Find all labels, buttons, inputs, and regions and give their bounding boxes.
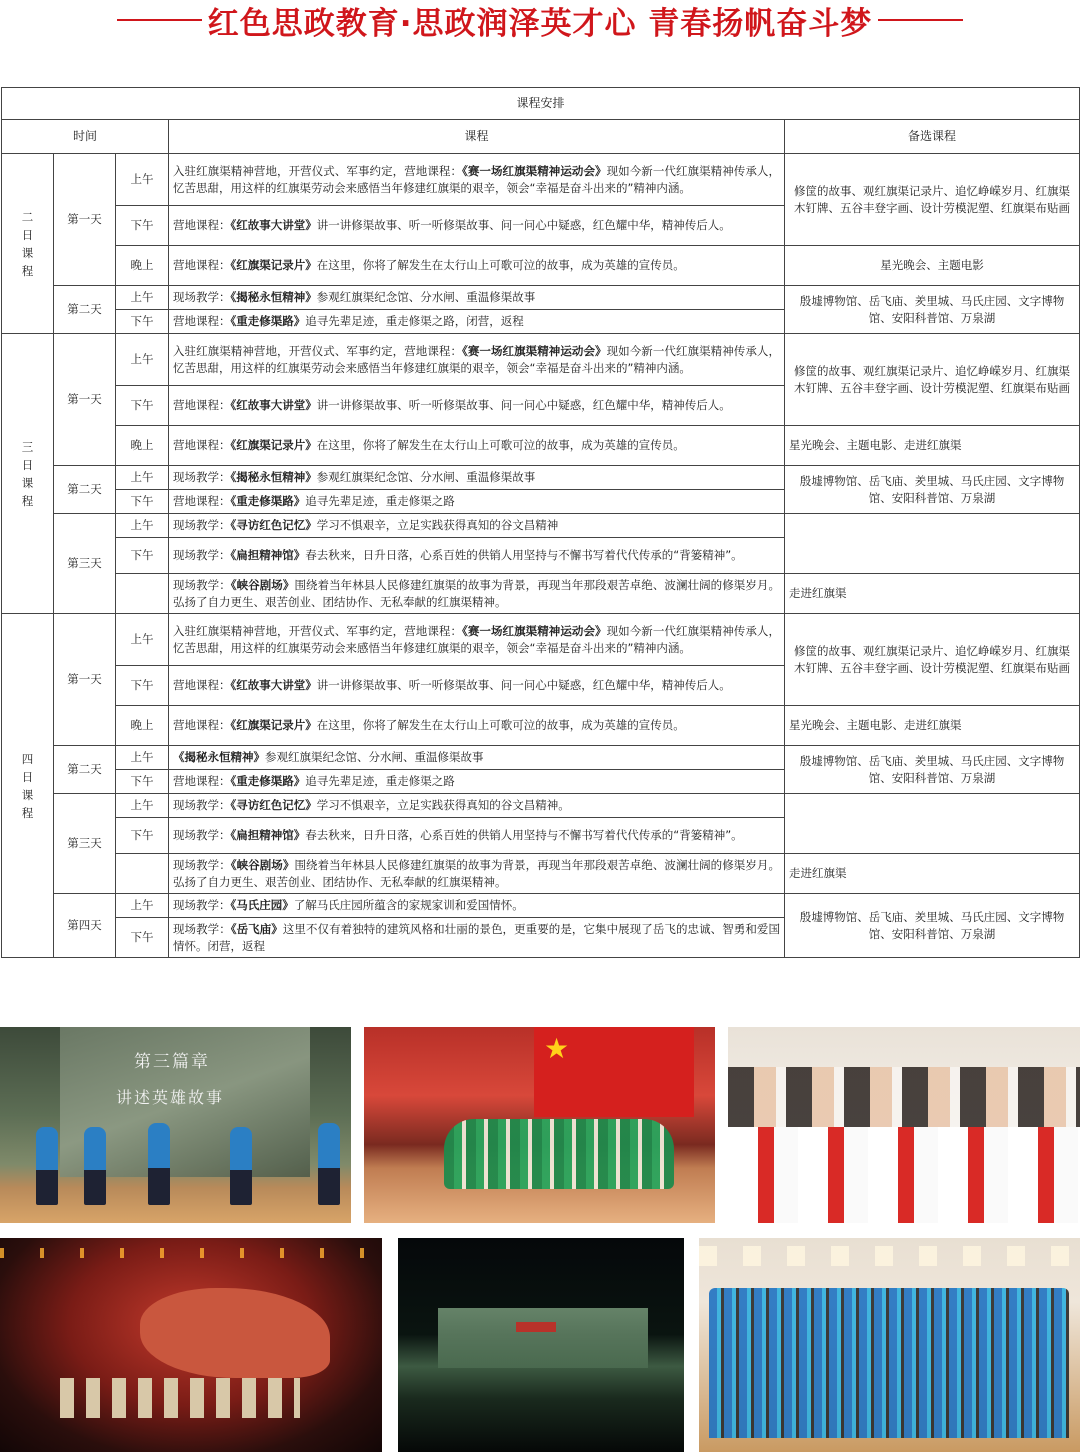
schedule-table (1, 87, 1080, 958)
course-title: 《红旗渠记录片》 (230, 718, 317, 732)
period-label: 下午 (116, 538, 169, 574)
table-row (2, 706, 1080, 746)
program-label: 三日课程 (2, 334, 54, 614)
screen-red-mark (516, 1322, 556, 1332)
period-label: 晚上 (116, 426, 169, 466)
course-cell: 营地课程：《红旗渠记录片》在这里，你将了解发生在太行山上可歌可泣的故事，成为英雄的宣传员。 (169, 246, 785, 286)
table-row (2, 466, 1080, 490)
course-cell: 现场教学：《马氏庄园》了解马氏庄园所蕴含的家规家训和爱国情怀。 (169, 894, 785, 918)
course-cell: 现场教学：《峡谷剧场》围绕着当年林县人民修建红旗渠的故事为背景，再现当年那段艰苦卓绝、波澜壮阔的修渠岁月。弘扬了自力更生、艰苦创业、团结协作、无私奉献的红旗渠精神。 (169, 574, 785, 614)
actors-group (60, 1378, 300, 1418)
day-label: 第三天 (54, 794, 116, 894)
table-caption: 课程安排 (2, 88, 1080, 120)
alternative-cell: 走进红旗渠 (785, 854, 1080, 894)
alternative-cell: 殷墟博物馆、岳飞庙、羑里城、马氏庄园、文字博物馆、安阳科普馆、万泉湖 (785, 746, 1080, 794)
day-label: 第二天 (54, 746, 116, 794)
course-title: 《重走修渠路》 (230, 774, 306, 788)
day-label: 第四天 (54, 894, 116, 958)
period-label: 下午 (116, 310, 169, 334)
course-cell: 现场教学：《岳飞庙》这里不仅有着独特的建筑风格和壮丽的景色，更重要的是，它集中展现了岳飞的忠诚、智勇和爱国情怀。闭营，返程 (169, 918, 785, 958)
course-title: 《寻访红色记忆》 (230, 518, 317, 532)
alternative-cell: 殷墟博物馆、岳飞庙、羑里城、马氏庄园、文字博物馆、安阳科普馆、万泉湖 (785, 466, 1080, 514)
table-row (2, 246, 1080, 286)
alternative-cell: 星光晚会、主题电影 (785, 246, 1080, 286)
course-cell: 现场教学：《扁担精神馆》春去秋来，日升日落，心系百姓的供销人用坚持与不懈书写着代代传承的“背篓精神”。 (169, 818, 785, 854)
header-time: 时间 (2, 120, 169, 154)
course-cell: 营地课程：《红旗渠记录片》在这里，你将了解发生在太行山上可歌可泣的故事，成为英雄的宣传员。 (169, 706, 785, 746)
stage-chapter-subtitle: 讲述英雄故事 (116, 1088, 225, 1107)
period-label: 下午 (116, 818, 169, 854)
period-label: 上午 (116, 794, 169, 818)
table-caption-row (2, 88, 1080, 120)
course-title: 《马氏庄园》 (230, 898, 294, 912)
photo-night-show (398, 1238, 684, 1452)
student-figure (84, 1127, 106, 1205)
course-cell: 营地课程：《红故事大讲堂》讲一讲修渠故事、听一听修渠故事、问一问心中疑惑，红色耀中华，精神传后人。 (169, 386, 785, 426)
table-header-row (2, 120, 1080, 154)
table-row (2, 614, 1080, 666)
program-label: 四日课程 (2, 614, 54, 958)
course-title: 《红旗渠记录片》 (230, 258, 317, 272)
alternative-cell: 殷墟博物馆、岳飞庙、羑里城、马氏庄园、文字博物馆、安阳科普馆、万泉湖 (785, 894, 1080, 958)
course-cell: 入驻红旗渠精神营地，开营仪式、军事约定，营地课程：《赛一场红旗渠精神运动会》现如今新一代红旗渠精神传承人，忆苦思甜，用这样的红旗渠劳动会来感悟当年修建红旗渠的艰辛，领会“幸福是奋斗出来的”精神内涵。 (169, 334, 785, 386)
student-figure (318, 1123, 340, 1205)
course-cell: 营地课程：《重走修渠路》追寻先辈足迹，重走修渠之路 (169, 770, 785, 794)
course-cell: 《揭秘永恒精神》参观红旗渠纪念馆、分水闸、重温修渠故事 (169, 746, 785, 770)
course-title: 《揭秘永恒精神》 (173, 750, 265, 764)
banner-left-line (117, 19, 202, 21)
photo-stage-storytelling (0, 1027, 351, 1223)
photo-choir-close (728, 1027, 1080, 1223)
banner (0, 0, 1080, 40)
table-row (2, 154, 1080, 206)
alternative-cell: 殷墟博物馆、岳飞庙、羑里城、马氏庄园、文字博物馆、安阳科普馆、万泉湖 (785, 286, 1080, 334)
header-course: 课程 (169, 120, 785, 154)
ceiling-lights (699, 1246, 1080, 1266)
period-label: 上午 (116, 894, 169, 918)
course-cell: 现场教学：《揭秘永恒精神》参观红旗渠纪念馆、分水闸、重温修渠故事 (169, 466, 785, 490)
table-row (2, 334, 1080, 386)
course-cell: 入驻红旗渠精神营地，开营仪式、军事约定，营地课程：《赛一场红旗渠精神运动会》现如今新一代红旗渠精神传承人，忆苦思甜，用这样的红旗渠劳动会来感悟当年修建红旗渠的艰辛，领会“幸福是奋斗出来的”精神内涵。 (169, 614, 785, 666)
course-cell: 营地课程：《重走修渠路》追寻先辈足迹，重走修渠之路 (169, 490, 785, 514)
table-row (2, 746, 1080, 770)
table-row (2, 286, 1080, 310)
student-figure (230, 1127, 252, 1205)
alternative-cell: 修筐的故事、观红旗渠记录片、追忆峥嵘岁月、红旗渠木钉牌、五谷丰登字画、设计劳模泥塑、红旗渠布贴画 (785, 154, 1080, 246)
day-label: 第一天 (54, 334, 116, 466)
course-title: 《揭秘永恒精神》 (230, 290, 317, 304)
course-cell: 现场教学：《揭秘永恒精神》参观红旗渠纪念馆、分水闸、重温修渠故事 (169, 286, 785, 310)
student-figure (36, 1127, 58, 1205)
course-title: 《红故事大讲堂》 (230, 398, 317, 412)
alternative-cell: 走进红旗渠 (785, 574, 1080, 614)
stage-chapter-title: 第三篇章 (134, 1052, 210, 1072)
period-label: 上午 (116, 466, 169, 490)
photo-theater-show (0, 1238, 382, 1452)
flag-star: ★ (544, 1032, 570, 1065)
program-label: 二日课程 (2, 154, 54, 334)
table-row (2, 854, 1080, 894)
banner-title: 红色思政教育·思政润泽英才心 青春扬帆奋斗梦 (207, 5, 873, 42)
course-cell: 现场教学：《寻访红色记忆》学习不惧艰辛，立足实践获得真知的谷文昌精神。 (169, 794, 785, 818)
course-title: 《重走修渠路》 (230, 494, 306, 508)
dancers-group (444, 1119, 674, 1189)
day-label: 第一天 (54, 614, 116, 746)
photo-stage-dance (364, 1027, 715, 1223)
course-title: 《扁担精神馆》 (230, 548, 306, 562)
course-title: 《红故事大讲堂》 (230, 678, 317, 692)
period-label: 下午 (116, 770, 169, 794)
course-title: 《岳飞庙》 (230, 921, 283, 936)
course-cell: 营地课程：《重走修渠路》追寻先辈足迹，重走修渠之路，闭营，返程 (169, 310, 785, 334)
table-row (2, 514, 1080, 538)
course-title: 《赛一场红旗渠精神运动会》 (462, 623, 607, 638)
period-label: 晚上 (116, 706, 169, 746)
stage-rock (140, 1288, 330, 1378)
period-label: 下午 (116, 386, 169, 426)
table-row (2, 794, 1080, 818)
period-label: 下午 (116, 206, 169, 246)
alternative-cell (785, 514, 1080, 574)
course-cell: 现场教学：《寻访红色记忆》学习不惧艰辛，立足实践获得真知的谷文昌精神 (169, 514, 785, 538)
day-label: 第一天 (54, 154, 116, 286)
period-label: 上午 (116, 746, 169, 770)
period-label: 下午 (116, 490, 169, 514)
course-title: 《红旗渠记录片》 (230, 438, 317, 452)
course-title: 《赛一场红旗渠精神运动会》 (462, 163, 607, 178)
period-label: 上午 (116, 154, 169, 206)
period-label: 上午 (116, 334, 169, 386)
period-label: 上午 (116, 286, 169, 310)
period-label: 下午 (116, 918, 169, 958)
table-row (2, 894, 1080, 918)
alternative-cell: 修筐的故事、观红旗渠记录片、追忆峥嵘岁月、红旗渠木钉牌、五谷丰登字画、设计劳模泥塑、红旗渠布贴画 (785, 334, 1080, 426)
period-label: 下午 (116, 666, 169, 706)
header-alternative: 备选课程 (785, 120, 1080, 154)
course-title: 《峡谷剧场》 (230, 577, 295, 592)
period-label (116, 574, 169, 614)
choir-students (709, 1288, 1069, 1438)
course-cell: 营地课程：《红旗渠记录片》在这里，你将了解发生在太行山上可歌可泣的故事，成为英雄的宣传员。 (169, 426, 785, 466)
table-row (2, 426, 1080, 466)
period-label: 上午 (116, 514, 169, 538)
course-title: 《寻访红色记忆》 (230, 798, 317, 812)
course-title: 《红故事大讲堂》 (230, 218, 317, 232)
course-title: 《重走修渠路》 (230, 314, 306, 328)
course-cell: 现场教学：《峡谷剧场》围绕着当年林县人民修建红旗渠的故事为背景，再现当年那段艰苦卓绝、波澜壮阔的修渠岁月。弘扬了自力更生、艰苦创业、团结协作、无私奉献的红旗渠精神。 (169, 854, 785, 894)
alternative-cell: 星光晚会、主题电影、走进红旗渠 (785, 426, 1080, 466)
alternative-cell (785, 794, 1080, 854)
day-label: 第二天 (54, 286, 116, 334)
period-label: 晚上 (116, 246, 169, 286)
course-title: 《扁担精神馆》 (230, 828, 306, 842)
day-label: 第三天 (54, 514, 116, 614)
course-title: 《赛一场红旗渠精神运动会》 (462, 343, 607, 358)
photo-auditorium-choir (699, 1238, 1080, 1452)
course-cell: 营地课程：《红故事大讲堂》讲一讲修渠故事、听一听修渠故事、问一问心中疑惑，红色耀中华，精神传后人。 (169, 206, 785, 246)
course-cell: 营地课程：《红故事大讲堂》讲一讲修渠故事、听一听修渠故事、问一问心中疑惑，红色耀中华，精神传后人。 (169, 666, 785, 706)
course-cell: 现场教学：《扁担精神馆》春去秋来，日升日落，心系百姓的供销人用坚持与不懈书写着代代传承的“背篓精神”。 (169, 538, 785, 574)
course-cell: 入驻红旗渠精神营地，开营仪式、军事约定，营地课程：《赛一场红旗渠精神运动会》现如今新一代红旗渠精神传承人，忆苦思甜，用这样的红旗渠劳动会来感悟当年修建红旗渠的艰辛，领会“幸福是奋斗出来的”精神内涵。 (169, 154, 785, 206)
choir-row (728, 1127, 1080, 1223)
alternative-cell: 修筐的故事、观红旗渠记录片、追忆峥嵘岁月、红旗渠木钉牌、五谷丰登字画、设计劳模泥塑、红旗渠布贴画 (785, 614, 1080, 706)
stage-lights (0, 1248, 382, 1258)
table-row (2, 574, 1080, 614)
choir-row (728, 1067, 1080, 1127)
course-title: 《揭秘永恒精神》 (230, 470, 317, 484)
alternative-cell: 星光晚会、主题电影、走进红旗渠 (785, 706, 1080, 746)
day-label: 第二天 (54, 466, 116, 514)
screen-landscape (438, 1308, 648, 1368)
student-figure (148, 1123, 170, 1205)
period-label (116, 854, 169, 894)
banner-right-line (878, 19, 963, 21)
period-label: 上午 (116, 614, 169, 666)
course-title: 《峡谷剧场》 (230, 857, 295, 872)
